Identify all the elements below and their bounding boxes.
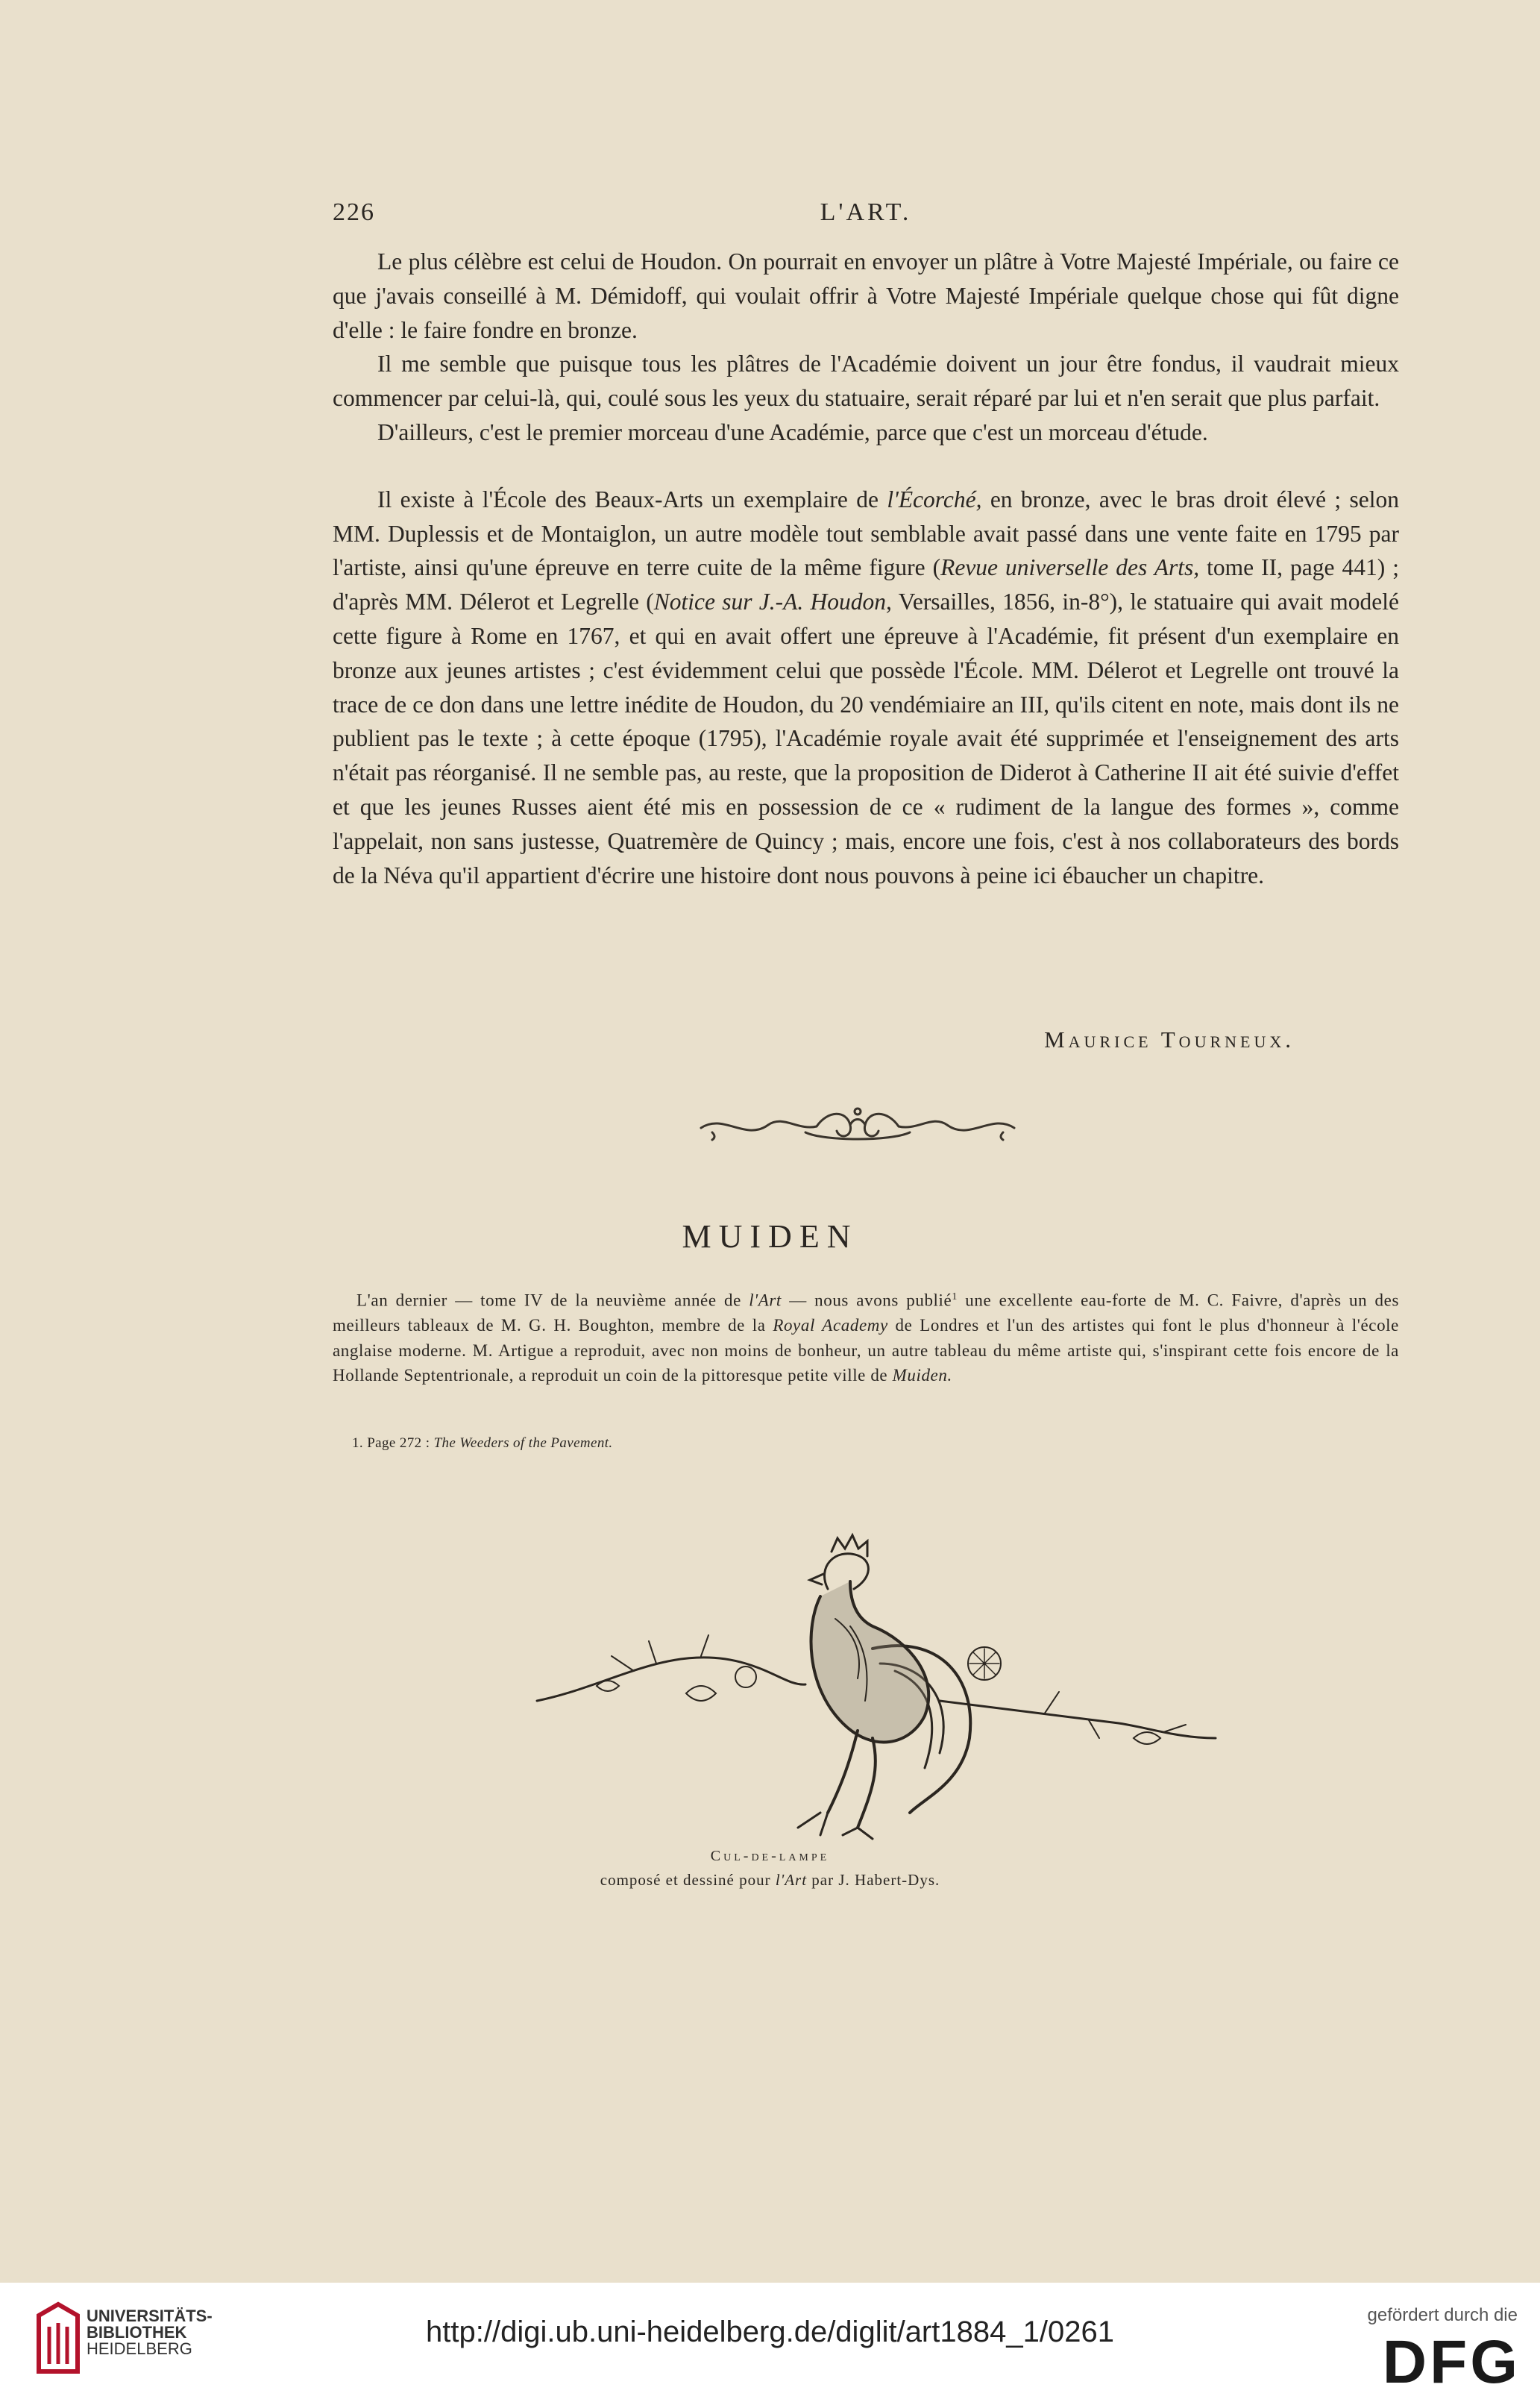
- paragraph-4: Il existe à l'École des Beaux-Arts un exemplaire de l'Écorché, en bronze, avec le bras droit élevé ; selon MM. Duplessis et de Montaiglon, un autre modèle tout semblable avait passé dans une vente faite en 1795 par l'artiste, ainsi qu'une épreuve en terre cuite de la même figure (Revue universelle des Arts, tome II, page 441) ; d'après MM. Délerot et Legrelle (Notice sur J.-A. Houdon, Versailles, 1856, in-8°), le statuaire qui avait modelé cette figure à Rome en 1767, et qui en avait offert une épreuve à l'Académie, fit présent d'un exemplaire en bronze aux jeunes artistes ; c'est évidemment celui que possède l'École. MM. Délerot et Legrelle ont trouvé la trace de ce don dans une lettre inédite de Houdon, du 20 vendémiaire an III, qu'ils citent en note, mais dont ils ne publient pas le texte ; à cette époque (1795), l'Académie royale avait été supprimée et l'enseignement des arts n'était pas réorganisé. Il ne semble pas, au reste, que la proposition de Diderot à Catherine II ait été suivie d'effet et que les jeunes Russes aient été mis en possession de ce « rudiment de la langue des formes », comme l'appelait, non sans justesse, Quatremère de Quincy ; mais, encore une fois, c'est à nos collaborateurs des bords de la Néva qu'il appartient d'écrire une histoire dont nous pouvons à peine ici ébaucher un chapitre.: [333, 486, 1399, 888]
- paragraph-2: Il me semble que puisque tous les plâtres de l'Académie doivent un jour être fondus, il vaudrait mieux commencer par celui-là, qui, coulé sous les yeux du statuaire, serait réparé par lui et n'en serait que plus parfait.: [333, 351, 1399, 412]
- author-signature: Maurice Tourneux.: [1044, 1026, 1295, 1053]
- intro-paragraph: L'an dernier — tome IV de la neuvième année de l'Art — nous avons publié$^1$ une excellente eau-forte de M. C. Faivre, d'après un des meilleurs tableaux de M. G. H. Boughton, membre de la Royal Academy de Londres et l'un des artistes qui font le plus d'honneur à l'école anglaise moderne. M. Artigue a reproduit, avec non moins de bonheur, un autre tableau du même artiste qui, s'inspirant cette fois encore de la Hollande Septentrionale, a reproduit un coin de la pittoresque petite ville de Muiden.: [333, 1291, 1399, 1385]
- footnote: 1. Page 272 : The Weeders of the Pavement.: [352, 1435, 613, 1451]
- article-title: MUIDEN: [682, 1218, 858, 1255]
- university-library-name: UNIVERSITÄTS- BIBLIOTHEK HEIDELBERG: [87, 2307, 213, 2358]
- funding-note: gefördert durch die: [1367, 2305, 1518, 2325]
- dfg-logo: DFG: [1382, 2328, 1521, 2396]
- illustration-caption: [0, 1844, 1540, 1892]
- permalink-url[interactable]: http://digi.ub.uni-heidelberg.de/diglit/art1884_1/0261: [426, 2315, 1114, 2348]
- fleuron-ornament: [694, 1103, 1022, 1147]
- caption-credit: composé et dessiné pour l'Art par J. Habert-Dys.: [600, 1871, 940, 1889]
- article-body: [333, 245, 1399, 892]
- article-intro: [333, 1285, 1399, 1388]
- paragraph-3: D'ailleurs, c'est le premier morceau d'une Académie, parce que c'est un morceau d'étude.: [377, 418, 1208, 445]
- caption-title: Cul-de-lampe: [710, 1848, 830, 1864]
- page-number: 226: [333, 198, 375, 226]
- running-header: [333, 198, 1399, 236]
- rooster-vignette-illustration: [522, 1514, 1245, 1843]
- journal-title: L'ART.: [820, 198, 912, 226]
- paragraph-1: Le plus célèbre est celui de Houdon. On pourrait en envoyer un plâtre à Votre Majesté Impériale, ou faire ce que j'avais conseillé à M. Démidoff, qui voulait offrir à Votre Majesté Impériale quelque chose qui fût digne d'elle : le faire fondre en bronze.: [333, 248, 1399, 343]
